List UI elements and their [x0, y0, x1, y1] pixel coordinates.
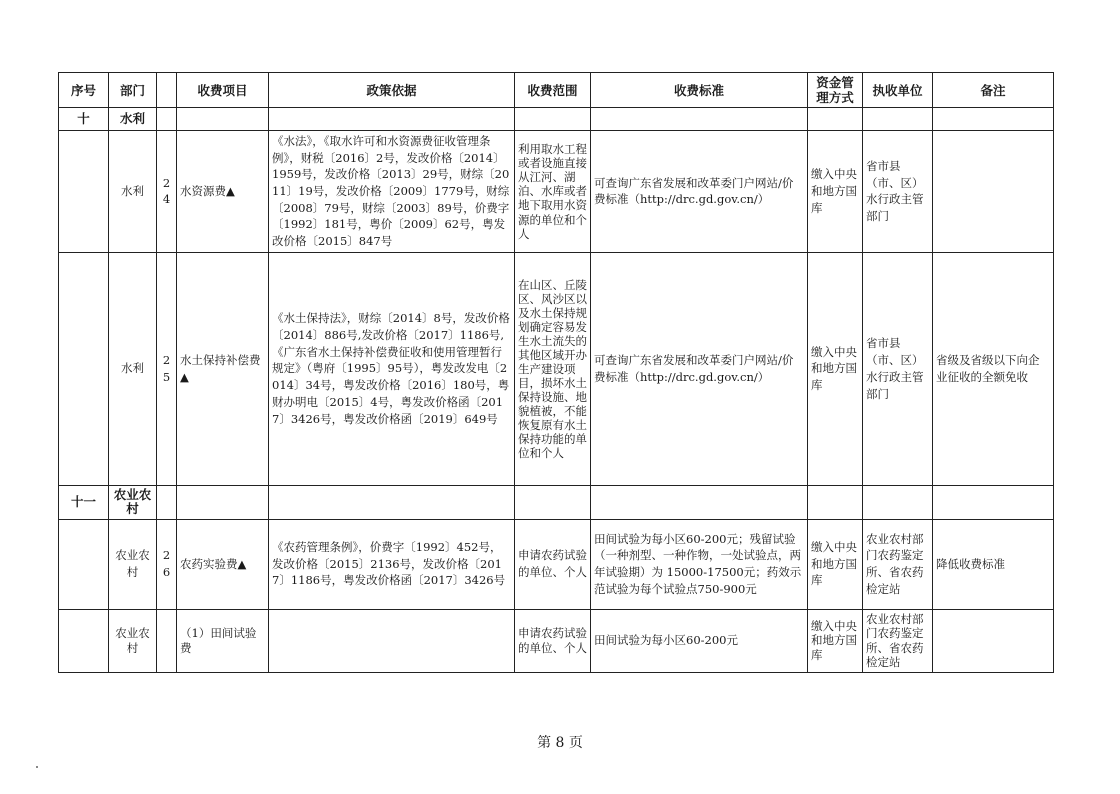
empty-cell — [515, 485, 591, 519]
empty-cell — [157, 485, 177, 519]
empty-cell — [808, 108, 863, 131]
header-seq: 序号 — [59, 73, 109, 108]
row-fund: 缴入中央和地方国库 — [808, 252, 863, 485]
header-item: 收费项目 — [177, 73, 269, 108]
row-standard: 可查询广东省发展和改革委门户网站/价费标准（http://drc.gd.gov.cn/） — [591, 252, 808, 485]
empty-cell — [933, 485, 1054, 519]
row-note — [933, 131, 1054, 253]
section-row-agriculture — [59, 485, 1054, 519]
row-standard: 可查询广东省发展和改革委门户网站/价费标准（http://drc.gd.gov.cn/） — [591, 131, 808, 253]
row-dept: 水利 — [109, 131, 157, 253]
row-note: 省级及省级以下向企业征收的全额免收 — [933, 252, 1054, 485]
row-unit: 省市县（市、区）水行政主管部门 — [863, 131, 933, 253]
empty-cell — [59, 252, 109, 485]
row-scope: 利用取水工程或者设施直接从江河、湖泊、水库或者地下取用水资源的单位和个人 — [515, 131, 591, 253]
row-num: 24 — [157, 131, 177, 253]
row-fund: 缴入中央和地方国库 — [808, 519, 863, 609]
empty-cell — [515, 108, 591, 131]
row-scope: 在山区、丘陵区、风沙区以及水土保持规划确定容易发生水土流失的其他区域开办生产建设项目，损坏水土保持设施、地貌植被，不能恢复原有水土保持功能的单位和个人 — [515, 252, 591, 485]
section-seq: 十 — [59, 108, 109, 131]
empty-cell — [591, 485, 808, 519]
section-dept: 水利 — [109, 108, 157, 131]
header-note: 备注 — [933, 73, 1054, 108]
empty-cell — [177, 108, 269, 131]
empty-cell — [933, 108, 1054, 131]
row-item: 水资源费▲ — [177, 131, 269, 253]
row-note: 降低收费标准 — [933, 519, 1054, 609]
row-item: （1）田间试验费 — [177, 609, 269, 672]
row-dept: 水利 — [109, 252, 157, 485]
row-dept: 农业农村 — [109, 519, 157, 609]
row-num: 25 — [157, 252, 177, 485]
row-fund: 缴入中央和地方国库 — [808, 131, 863, 253]
row-policy: 《水土保持法》，财综〔2014〕8号，发改价格〔2014〕886号,发改价格〔2017〕1186号,《广东省水土保持补偿费征收和使用管理暂行规定》（粤府〔1995〕95号），粤发改发电〔2014〕34号，粤发改价格〔2016〕180号，粤财办明电〔2015〕4号，粤发改价格函〔2017〕3426号，粤发改价格函〔2019〕649号 — [269, 252, 515, 485]
table-row — [59, 131, 1054, 253]
row-num: 26 — [157, 519, 177, 609]
row-policy: 《水法》，《取水许可和水资源费征收管理条例》，财税〔2016〕2号，发改价格〔2014〕1959号，发改价格〔2013〕29号，财综〔2011〕19号，发改价格〔2009〕1779号，财综〔2008〕79号，财综〔2003〕89号，价费字〔1992〕181号，粤价〔2009〕62号，粤发改价格〔2015〕847号 — [269, 131, 515, 253]
table-row — [59, 609, 1054, 672]
section-dept: 农业农村 — [109, 485, 157, 519]
empty-cell — [863, 108, 933, 131]
row-num — [157, 609, 177, 672]
row-scope: 申请农药试验的单位、个人 — [515, 609, 591, 672]
empty-cell — [59, 609, 109, 672]
header-unit: 执收单位 — [863, 73, 933, 108]
empty-cell — [269, 108, 515, 131]
fee-table — [58, 72, 1054, 673]
row-item: 水土保持补偿费▲ — [177, 252, 269, 485]
header-standard: 收费标准 — [591, 73, 808, 108]
header-policy: 政策依据 — [269, 73, 515, 108]
row-unit: 农业农村部门农药鉴定所、省农药检定站 — [863, 519, 933, 609]
header-num — [157, 73, 177, 108]
empty-cell — [177, 485, 269, 519]
row-note — [933, 609, 1054, 672]
empty-cell — [59, 131, 109, 253]
table-header-row — [59, 73, 1054, 108]
table-row — [59, 519, 1054, 609]
row-item: 农药实验费▲ — [177, 519, 269, 609]
row-policy — [269, 609, 515, 672]
row-unit: 农业农村部门农药鉴定所、省农药检定站 — [863, 609, 933, 672]
empty-cell — [157, 108, 177, 131]
scan-speck — [36, 766, 38, 768]
row-policy: 《农药管理条例》，价费字〔1992〕452号，发改价格〔2015〕2136号，发改价格〔2017〕1186号，粤发改价格函〔2017〕3426号 — [269, 519, 515, 609]
section-seq: 十一 — [59, 485, 109, 519]
row-dept: 农业农村 — [109, 609, 157, 672]
row-unit: 省市县（市、区）水行政主管部门 — [863, 252, 933, 485]
header-scope: 收费范围 — [515, 73, 591, 108]
empty-cell — [59, 519, 109, 609]
header-fund: 资金管理方式 — [808, 73, 863, 108]
row-standard: 田间试验为每小区60-200元 — [591, 609, 808, 672]
empty-cell — [591, 108, 808, 131]
empty-cell — [269, 485, 515, 519]
empty-cell — [808, 485, 863, 519]
table-row — [59, 252, 1054, 485]
row-fund: 缴入中央和地方国库 — [808, 609, 863, 672]
section-row-water — [59, 108, 1054, 131]
empty-cell — [863, 485, 933, 519]
row-scope: 申请农药试验的单位、个人 — [515, 519, 591, 609]
row-standard: 田间试验为每小区60-200元；残留试验（一种剂型、一种作物，一处试验点，两年试验期）为 15000-17500元；药效示范试验为每个试验点750-900元 — [591, 519, 808, 609]
page-number: 第 8 页 — [537, 735, 583, 751]
header-dept: 部门 — [109, 73, 157, 108]
